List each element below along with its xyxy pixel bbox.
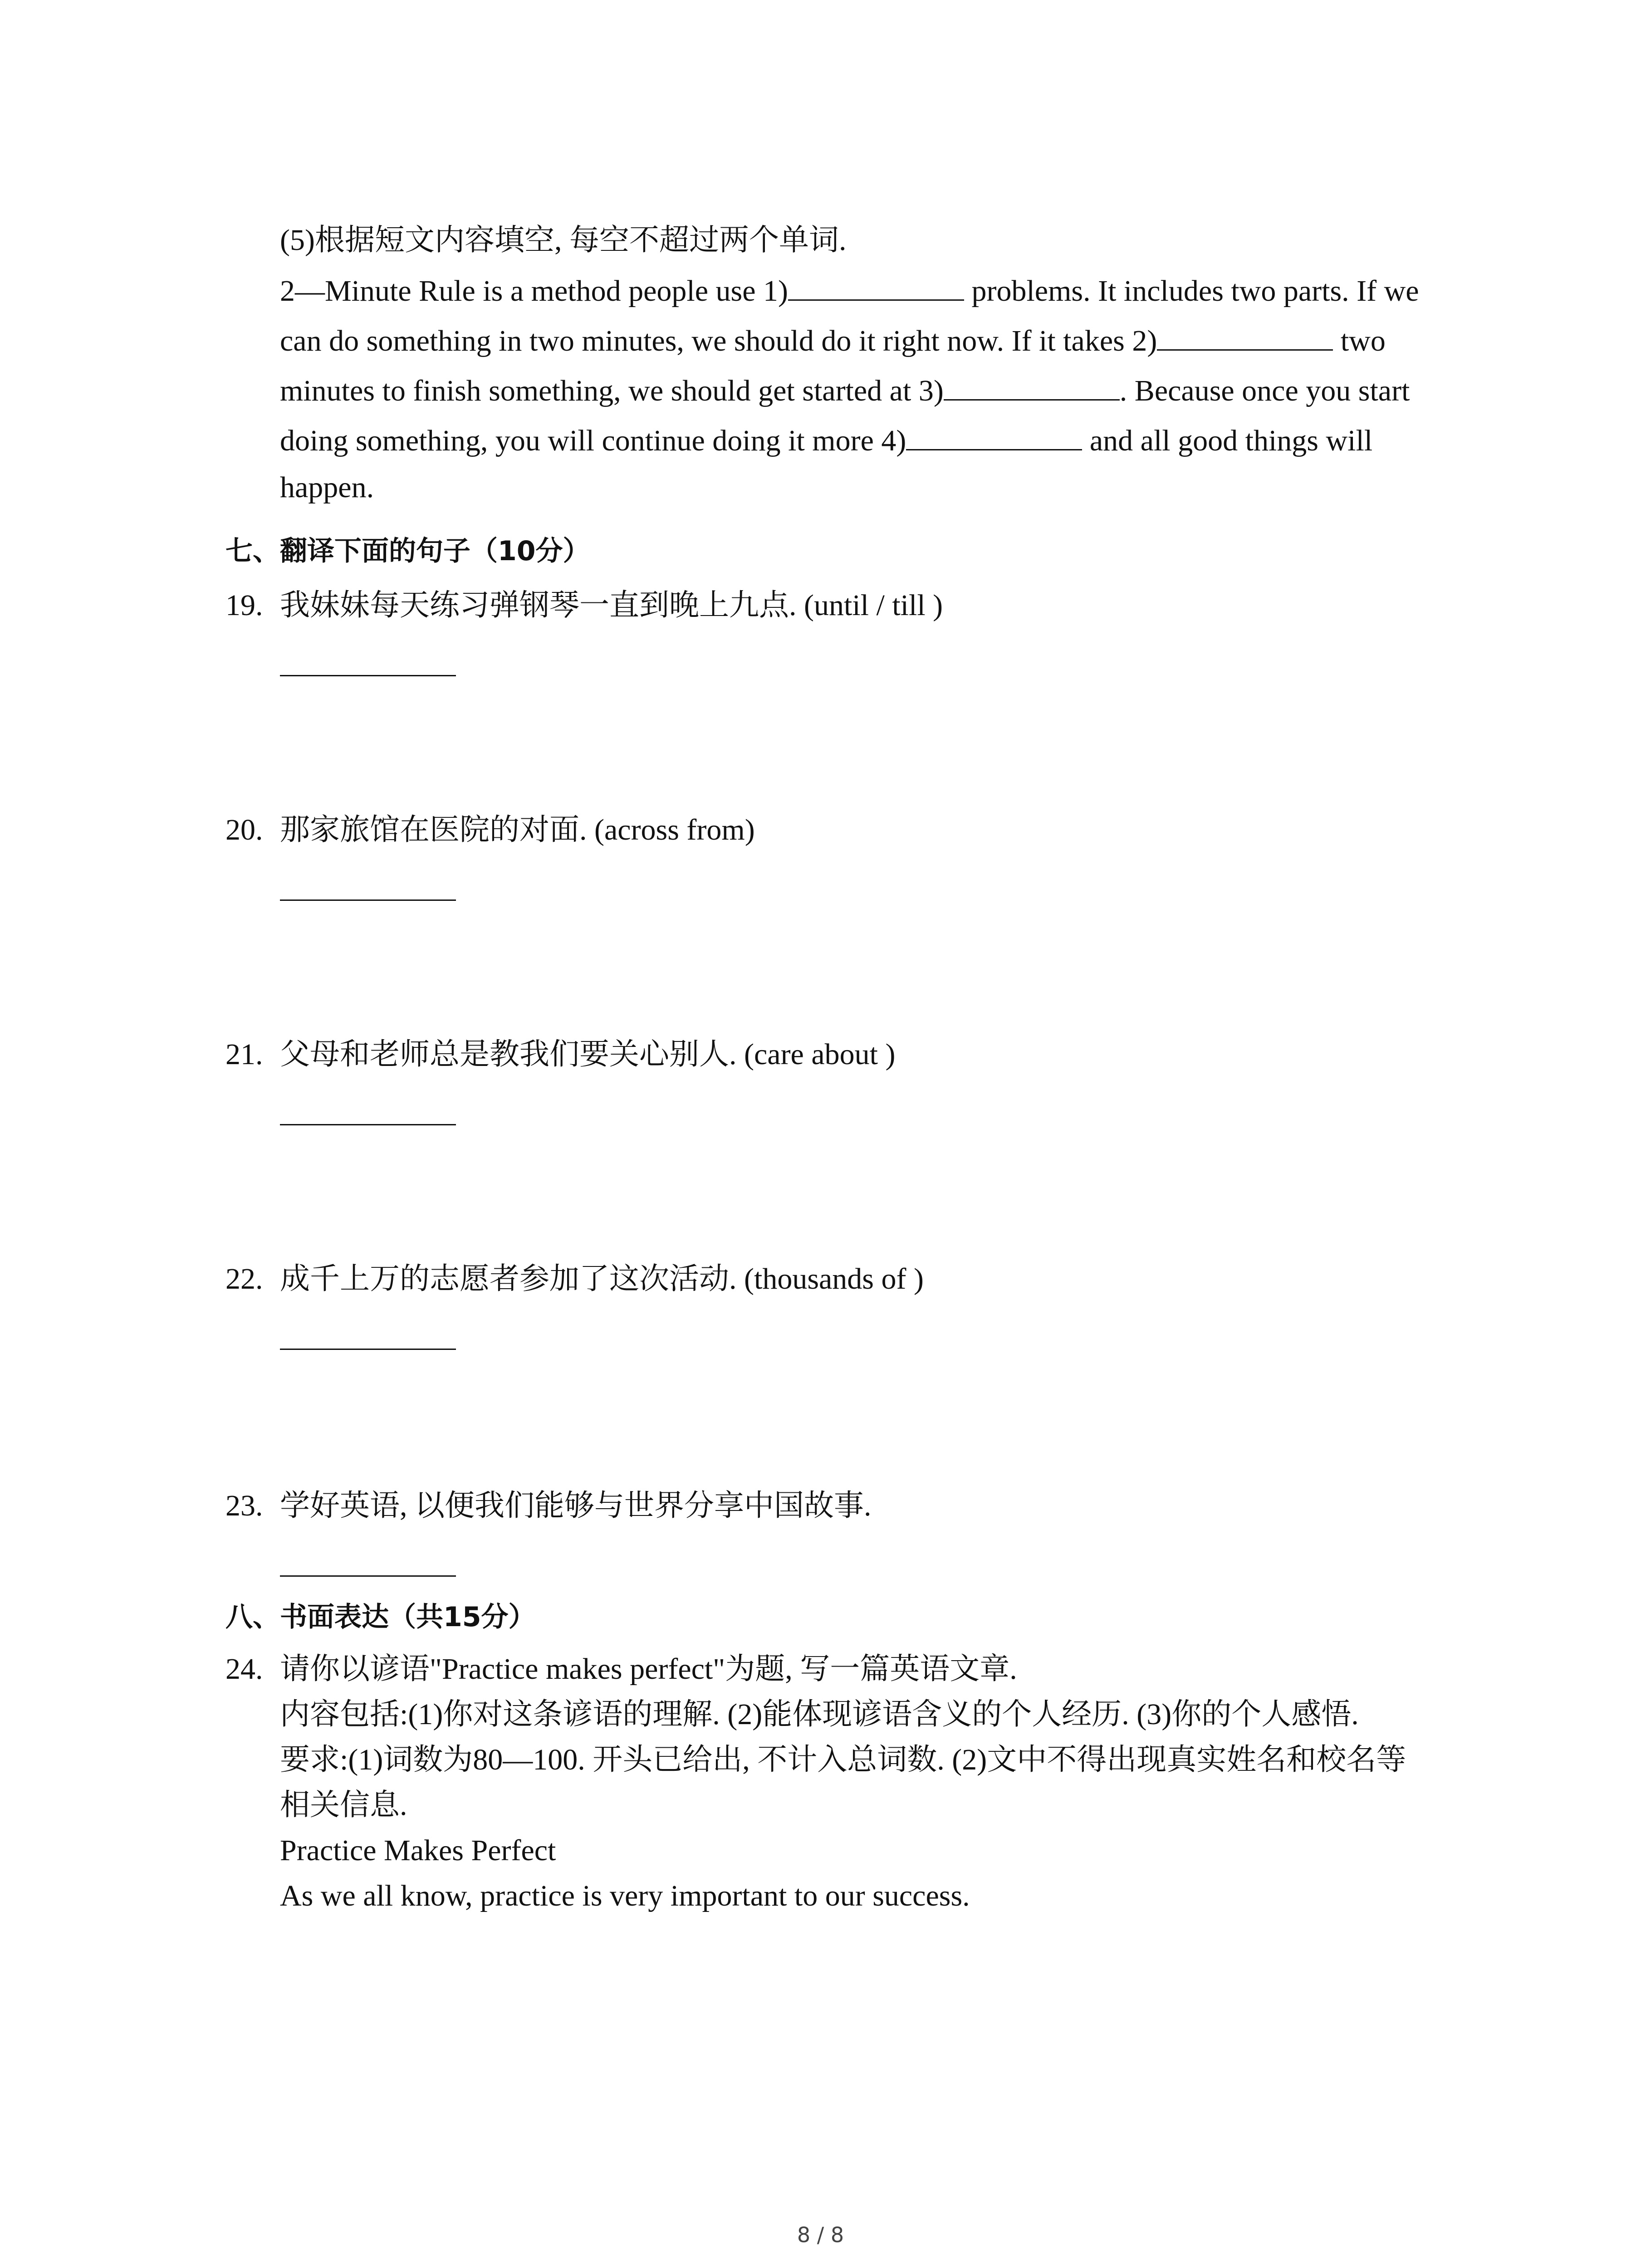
question-number: 23. (225, 1489, 263, 1522)
text-segment: . Because once you start (1119, 374, 1410, 407)
text-segment: doing something, you will continue doing it more 4) (280, 424, 906, 457)
question-number: 19. (225, 589, 263, 622)
section-8-title: 八、书面表达（共15分） (225, 1601, 536, 1633)
question-20 (225, 812, 755, 848)
question-text: 学好英语, 以便我们能够与世界分享中国故事. (280, 1489, 872, 1522)
answer-line-20[interactable] (280, 895, 456, 901)
question-22 (225, 1261, 924, 1297)
essay-title: Practice Makes Perfect (280, 1834, 556, 1867)
question-19 (225, 587, 943, 624)
question-23 (225, 1488, 872, 1524)
question-text: 我妹妹每天练习弹钢琴一直到晚上九点. (until / till ) (280, 589, 943, 622)
question-number: 22. (225, 1262, 263, 1295)
blank-3[interactable] (944, 372, 1120, 401)
part5-line-1 (280, 272, 1419, 309)
part5-line-4 (280, 422, 1372, 459)
text-segment: minutes to finish something, we should get started at 3) (280, 374, 944, 407)
question-24 (225, 1651, 1017, 1687)
question-text: 那家旅馆在医院的对面. (across from) (280, 813, 755, 846)
question-number: 24. (225, 1652, 263, 1686)
question-number: 21. (225, 1038, 263, 1071)
text-segment: can do something in two minutes, we should do it right now. If it takes 2) (280, 324, 1157, 357)
blank-4[interactable] (906, 422, 1082, 450)
q24-requirement-2: 相关信息. (280, 1789, 407, 1822)
question-text: 父母和老师总是教我们要关心别人. (care about ) (280, 1038, 896, 1071)
essay-opening: As we all know, practice is very important to our success. (280, 1879, 970, 1912)
part5-line-5: happen. (280, 471, 374, 504)
part5-line-2 (280, 322, 1386, 359)
answer-line-21[interactable] (280, 1119, 456, 1125)
section-7-title: 七、翻译下面的句子（10分） (225, 535, 590, 567)
text-segment: and all good things will (1082, 424, 1373, 457)
q24-requirement-1: 要求:(1)词数为80—100. 开头已给出, 不计入总词数. (2)文中不得出现真实姓名和校名等 (280, 1743, 1406, 1776)
q24-content: 内容包括:(1)你对这条谚语的理解. (2)能体现谚语含义的个人经历. (3)你的个人感悟. (280, 1698, 1359, 1731)
part5-line-3 (280, 372, 1410, 409)
question-text: 请你以谚语"Practice makes perfect"为题, 写一篇英语文章. (280, 1652, 1017, 1686)
answer-line-22[interactable] (280, 1344, 456, 1350)
text-segment: two (1333, 324, 1386, 357)
blank-2[interactable] (1157, 322, 1333, 351)
answer-line-23[interactable] (280, 1571, 456, 1577)
answer-line-19[interactable] (280, 670, 456, 676)
part5-instruction: (5)根据短文内容填空, 每空不超过两个单词. (280, 224, 847, 257)
blank-1[interactable] (788, 272, 964, 301)
question-number: 20. (225, 813, 263, 846)
page-number: 8 / 8 (797, 2223, 844, 2247)
question-text: 成千上万的志愿者参加了这次活动. (thousands of ) (280, 1262, 924, 1295)
text-segment: problems. It includes two parts. If we (964, 274, 1419, 308)
text-segment: 2—Minute Rule is a method people use 1) (280, 274, 788, 308)
question-21 (225, 1036, 895, 1073)
